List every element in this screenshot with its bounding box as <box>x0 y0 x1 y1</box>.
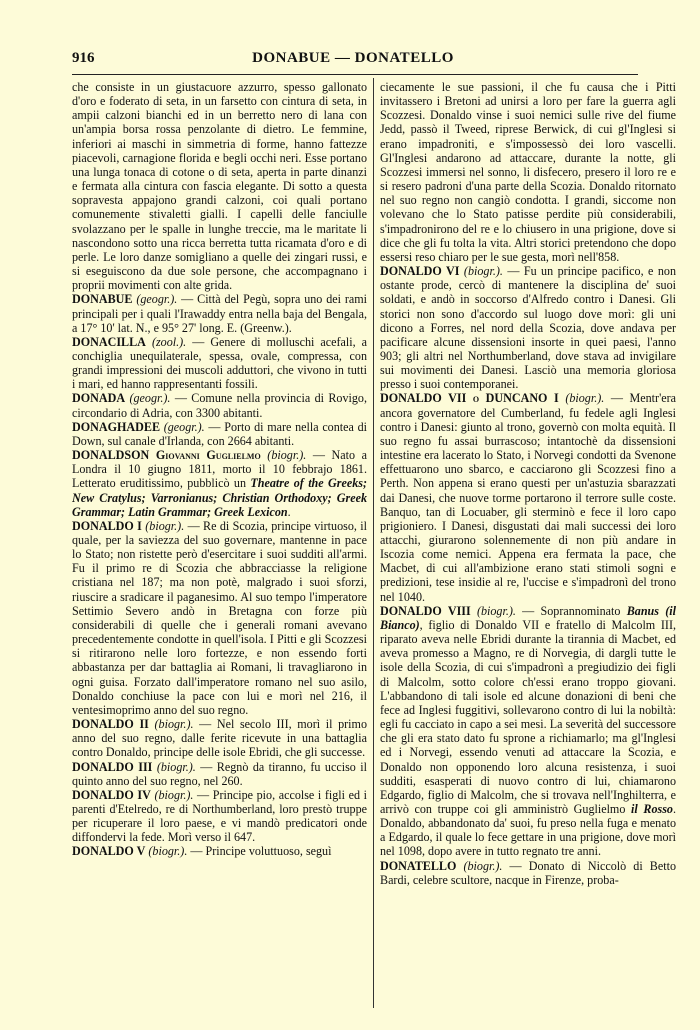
category: (biogr.). <box>267 448 307 463</box>
works-list: Theatre of the Greeks; New Cratylus; Varronianus; Christian Orthodoxy; Greek Grammar; Latin Grammar; Greek Lexicon <box>72 476 367 519</box>
headword: DONALDO VIII <box>380 603 471 618</box>
headword: DONALDO V <box>72 844 146 859</box>
entry-text: — Fu un principe pacifico, e non ostante prode, cercò di mantenere la disciplina de' suoi soldati, e andò in soccorso d'Alfredo contro i Danesi. Gli storici non sono d'accordo sul luogo dove morì: gli uni dicono a Forres, nel nord della Scozia, dove andava per pacificare alcune dissensioni insorte in quei paesi, l'anno 903; gli altri nel Northumberland, dove stava ad invigilare sui movimenti dei Danesi. Lasciò una memoria gloriosa presso i suoi contemporanei. <box>380 264 676 392</box>
header-rule <box>72 74 638 75</box>
headword: DONALDO VII o DUNCANO I <box>380 391 559 406</box>
entry-donaldson <box>72 448 367 519</box>
entry-donaldo-vii <box>380 391 676 603</box>
page-header <box>72 50 634 72</box>
continuation-text: ciecamente le sue passioni, il che fu causa che i Pitti invitassero i Bretoni ad unirsi a loro per fare la guerra agli Scozzesi. Donaldo vinse i suoi nemici sulle rive del fiume Jedd, passò il Tweed, riprese Berwick, di cui gl'Inglesi si erano impadroniti, e s'impossessò dei loro vascelli. Gl'Inglesi andarono ad attaccare, durante la notte, gli Scozzesi immersi nel sonno, li disfecero, presero il loro re e si resero padroni d'una parte della Scozia. Donaldo ritornato nel suo regno non cangiò condotta. I grandi, siccome non volevano che lo Stato patisse perdite più considerabili, s'impadronirono del re e lo chiusero in una prigione, dove si dice che gli fu tolta la vita. Altri storici pretendono che dopo essersi reso chiaro per le sue gesta, morì nell'858. <box>380 80 676 264</box>
entry-donaldo-vi <box>380 264 676 391</box>
entry-text: — Re di Scozia, principe virtuoso, il quale, per la saviezza del suo governare, mantenne in pace lo Stato; non ristette però d'esercitare i suoi sudditi all'armi. Fu il primo re di Scozia che abbracciasse la religione cristiana nel 187; ma non potè, malgrado i suoi sforzi, riuscire a sradicare il paganesimo. Al suo tempo l'imperatore Settimio Severo andò in Bretagna con forze più considerabili di quelle che i generali romani avevano precedentemente condotte in quell'isola. I Pitti e gli Scozzesi si ritirarono nelle loro fortezze, e non essendo forti abbastanza per dar battaglia ai Romani, li travagliarono in ogni guisa. Forzato dall'imperatore romano nel suo asilo, Donaldo conchiuse la pace con lui e morì nel 216, il ventesimoprimo anno del suo regno. <box>72 518 367 717</box>
left-column <box>72 80 367 1010</box>
entry-donaghadee <box>72 420 367 448</box>
entry-donada <box>72 391 367 419</box>
entry-text: — Donato di Niccolò di Betto Bardi, celebre scultore, nacque in Firenze, proba- <box>380 858 676 887</box>
headword: DONALDO II <box>72 717 149 732</box>
entry-text: — Genere di molluschi acefali, a conchiglia unequilaterale, spessa, ovale, compressa, con grandi impressioni dei muscoli adduttori, che vivono in tutti i mari, ed hanno rappresentanti fossili. <box>72 334 367 392</box>
entry-text: — Nel secolo III, morì il primo anno del suo regno, dalle ferite ricevute in una battaglia contro Donaldo, principe delle isole Ebridi, che gli successe. <box>72 717 367 760</box>
entry-text: — Città del Pegù, sopra uno dei rami principali per i quali l'Irawaddy entra nella baja del Bengala, a 17° 10' lat. N., e 95° 27' long. E. (Greenw.). <box>72 292 367 335</box>
category: (zool.). <box>151 334 187 349</box>
right-column <box>380 80 676 1010</box>
category: (geogr.). <box>129 391 171 406</box>
entry-donaldo-iv <box>72 788 367 845</box>
entry-text: — Principe voluttuoso, seguì <box>187 844 332 859</box>
entry-text: — Soprannominato <box>515 603 627 618</box>
entry-donabue <box>72 292 367 334</box>
category: (biogr.). <box>148 844 188 859</box>
headword: DONACILLA <box>72 334 146 349</box>
entry-donaldo-viii <box>380 604 676 859</box>
category: (geogr.). <box>163 419 205 434</box>
continuation-text: che consiste in un giustacuore azzurro, spesso gallonato d'oro e foderato di seta, in un farsetto con cintura di seta, in ampii calzoni bianchi ed in un berretto nero di lana con un'ampia borsa rossa penzolante di dietro. Le femmine, inferiori ai maschi in simmetria di forme, hanno fattezze piacevoli, carnagione florida e begli occhi neri. Esse portano una lunga tonaca di cotone o di seta, aperta in parte dinanzi e fermata alla cintura con fascia elegante. Di sotto a questa sopravesta appajono grandi calzoni, coi quali portano comunemente stivaletti gialli. I capelli delle fanciulle svolazzano per le spalle in lunghe treccie, ma le maritate li nascondono sotto una ricca berretta tutta ricamata d'oro e di perle. Le loro danze somigliano a quelle dei zingari russi, e si eseguiscono da due sole persone, che accompagnano i proprii movimenti con alte grida. <box>72 80 367 293</box>
entry-text: — Porto di mare nella contea di Down, sul canale d'Irlanda, con 2664 abitanti. <box>72 419 367 448</box>
headword: DONALDO IV <box>72 787 151 802</box>
category: (biogr.). <box>154 717 194 732</box>
category: (biogr.). <box>565 391 605 406</box>
headword: DONALDSON Giovanni Guglielmo <box>72 448 261 463</box>
column-divider <box>373 78 374 1008</box>
headword: DONALDO III <box>72 759 153 774</box>
headword: DONALDO VI <box>380 264 460 279</box>
entry-text-2: , figlio di Donaldo VII e fratello di Malcolm III, riparato aveva nelle Ebridi durante la tirannia di Macbet, ed aveva promesso a Magno, re di Norvegia, di dargli tutte le isole della Scozia, di cui s'impadronì a pregiudizio dei figli di Malcolm, sotto colore ch'essi erano troppo giovani. L'abbandono di tali isole ed alcune donazioni di beni che fece ad Inglesi fuggitivi, sollevarono contro di lui la nobiltà: egli fu cacciato in capo a sei mesi. La severità del successore che gli era stato dato fu sprone a richiamarlo; ma gl'Inglesi ed i Norvegi, essendo venuti ad attaccare la Scozia, e Donaldo non opponendo loro alcuna resistenza, i suoi sudditi, esasperati di nuovo contro di lui, chiamarono Edgardo, figlio di Malcolm, che si trovava nell'Inghilterra, e arrivò con truppe coi gli amministrò Guglielmo <box>380 617 676 816</box>
entry-text: — Nato a Londra il 10 giugno 1811, morto il 10 febbrajo 1861. Letterato eruditissimo, pubblicò un <box>72 448 367 491</box>
entry-donaldo-iii <box>72 760 367 788</box>
headword: DONAGHADEE <box>72 419 161 434</box>
category: (biogr.). <box>463 858 503 873</box>
headword: DONATELLO <box>380 858 457 873</box>
entry-donaldo-v <box>72 844 367 858</box>
category: (biogr.). <box>154 787 194 802</box>
entry-text: — Principe pio, accolse i figli ed i parenti d'Etelredo, re di Northumberland, loro prestò truppe per ricuperare il loro paese, e vi mandò predicatori onde diffondervi la fede. Morì verso il 647. <box>72 787 367 845</box>
nickname: Banus (il Bianco) <box>380 603 676 632</box>
entry-donacilla <box>72 335 367 392</box>
category: (biogr.). <box>145 518 185 533</box>
entry-donaldo-ii <box>72 717 367 759</box>
entry-text: — Regnò da tiranno, fu ucciso il quinto anno del suo regno, nel 260. <box>72 759 367 788</box>
entry-text: — Mentr'era ancora governatore del Cumberland, fu fedele agli Inglesi contro i Danesi: giunto al trono, governò con molta equità. Il suo regno fu assai burrascoso; intantochè da dissensioni intestine era lacerato lo Stato, i Norvegi condotti da Svenone effettuarono uno sbarco, e cacciarono gli Scozzesi fino a Perth. Non appena si erano questi per un'astuzia sbarazzati dai Danesi, che nuove torme portarono il terrore sulle coste. Banquo, tan di Locuaber, gli sterminò e fece il loro capo prigioniero. I Danesi, disgustati dai mali successi dei loro attacchi, giurarono solennemente di non più andare in Iscozia come nemici. Appena era fermata la pace, che Macbet, di cui all'ambizione erano stati stimoli sogni e predizioni, tese insidie al re, l'uccise e s'impadronì del trono nel 1040. <box>380 391 676 604</box>
entry-tail: . <box>287 504 291 519</box>
headword: DONABUE <box>72 292 133 307</box>
category: (biogr.). <box>156 759 196 774</box>
category: (biogr.). <box>476 603 516 618</box>
category: (geogr.). <box>136 292 178 307</box>
headword: DONADA <box>72 391 126 406</box>
entry-text-3: . Donaldo, abbandonato da' suoi, fu preso nella fuga e menato a Edgardo, il quale lo fece gettare in una prigione, dove morì nel 1098, dopo avere in tutto regnato tre anni. <box>380 801 676 859</box>
entry-text: — Comune nella provincia di Rovigo, circondario di Adria, con 3300 abitanti. <box>72 391 367 420</box>
nickname-2: il Rosso <box>631 801 673 816</box>
entry-donatello <box>380 859 676 887</box>
entry-donaldo-i <box>72 519 367 717</box>
category: (biogr.). <box>463 264 503 279</box>
running-title: DONABUE — DONATELLO <box>252 50 454 66</box>
headword: DONALDO I <box>72 518 142 533</box>
page-number: 916 <box>72 50 95 66</box>
